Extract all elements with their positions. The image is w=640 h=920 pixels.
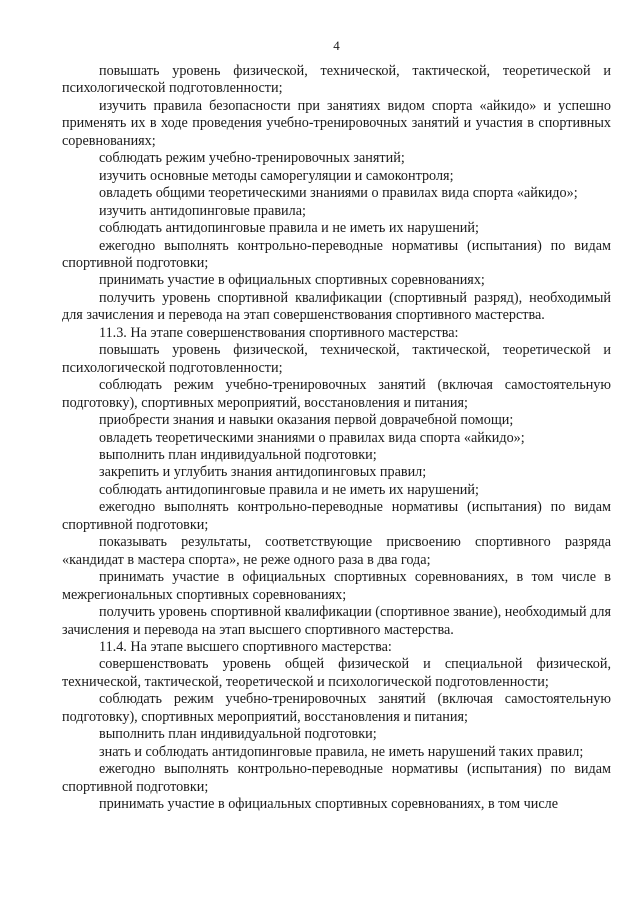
paragraph: овладеть теоретическими знаниями о правилах вида спорта «айкидо»; [99,429,525,446]
paragraph: соблюдать антидопинговые правила и не иметь их нарушений; [99,220,479,237]
paragraph: изучить основные методы саморегуляции и самоконтроля; [99,167,454,184]
paragraph: знать и соблюдать антидопинговые правила, не иметь нарушений таких правил; [99,743,584,760]
paragraph: получить уровень спортивной квалификации (спортивный разряд), необходимый для зачисления и перевода на этап совершенствования спортивного мастерства. [62,289,611,324]
paragraph: ежегодно выполнять контрольно-переводные нормативы (испытания) по видам спортивной подготовки; [62,237,611,271]
paragraph: выполнить план индивидуальной подготовки; [99,446,377,463]
page-number: 4 [333,38,340,53]
paragraph: ежегодно выполнять контрольно-переводные нормативы (испытания) по видам спортивной подготовки; [62,761,611,795]
document-body [62,63,611,813]
paragraph: показывать результаты, соответствующие присвоению спортивного разряда «кандидат в мастера спорта», не реже одного раза в два года; [62,534,611,568]
paragraph: ежегодно выполнять контрольно-переводные нормативы (испытания) по видам спортивной подготовки; [62,499,611,533]
paragraph: повышать уровень физической, технической, тактической, теоретической и психологической подготовленности; [62,342,611,376]
paragraph: принимать участие в официальных спортивных соревнованиях, в том числе [99,796,559,813]
paragraph: получить уровень спортивной квалификации (спортивное звание), необходимый для зачисления и перевода на этап высшего спортивного мастерства. [62,604,611,638]
paragraph: соблюдать антидопинговые правила и не иметь их нарушений; [99,481,479,498]
paragraph: принимать участие в официальных спортивных соревнованиях; [99,272,485,289]
paragraph: овладеть общими теоретическими знаниями о правилах вида спорта «айкидо»; [99,185,578,202]
paragraph: изучить антидопинговые правила; [99,202,306,219]
paragraph: соблюдать режим учебно-тренировочных занятий; [99,150,405,167]
paragraph: закрепить и углубить знания антидопинговых правил; [99,464,427,481]
paragraph: соблюдать режим учебно-тренировочных занятий (включая самостоятельную подготовку), спортивных мероприятий, восстановления и питания; [62,377,611,411]
paragraph: совершенствовать уровень общей физической и специальной физической, технической, тактической, теоретической и психологической подготовленности; [62,656,611,690]
section-heading: 11.4. На этапе высшего спортивного мастерства: [99,638,392,655]
paragraph: соблюдать режим учебно-тренировочных занятий (включая самостоятельную подготовку), спортивных мероприятий, восстановления и питания; [62,691,611,725]
paragraph: приобрести знания и навыки оказания первой доврачебной помощи; [99,412,514,429]
paragraph: принимать участие в официальных спортивных соревнованиях, в том числе в межрегиональных спортивных соревнованиях; [62,569,611,603]
paragraph: повышать уровень физической, технической, тактической, теоретической и психологической подготовленности; [62,63,611,97]
paragraph: изучить правила безопасности при занятиях видом спорта «айкидо» и успешно применять их в ходе проведения учебно-тренировочных занятий и участия в спортивных соревнованиях; [62,97,611,149]
section-heading: 11.3. На этапе совершенствования спортивного мастерства: [99,324,459,341]
paragraph: выполнить план индивидуальной подготовки; [99,726,377,743]
